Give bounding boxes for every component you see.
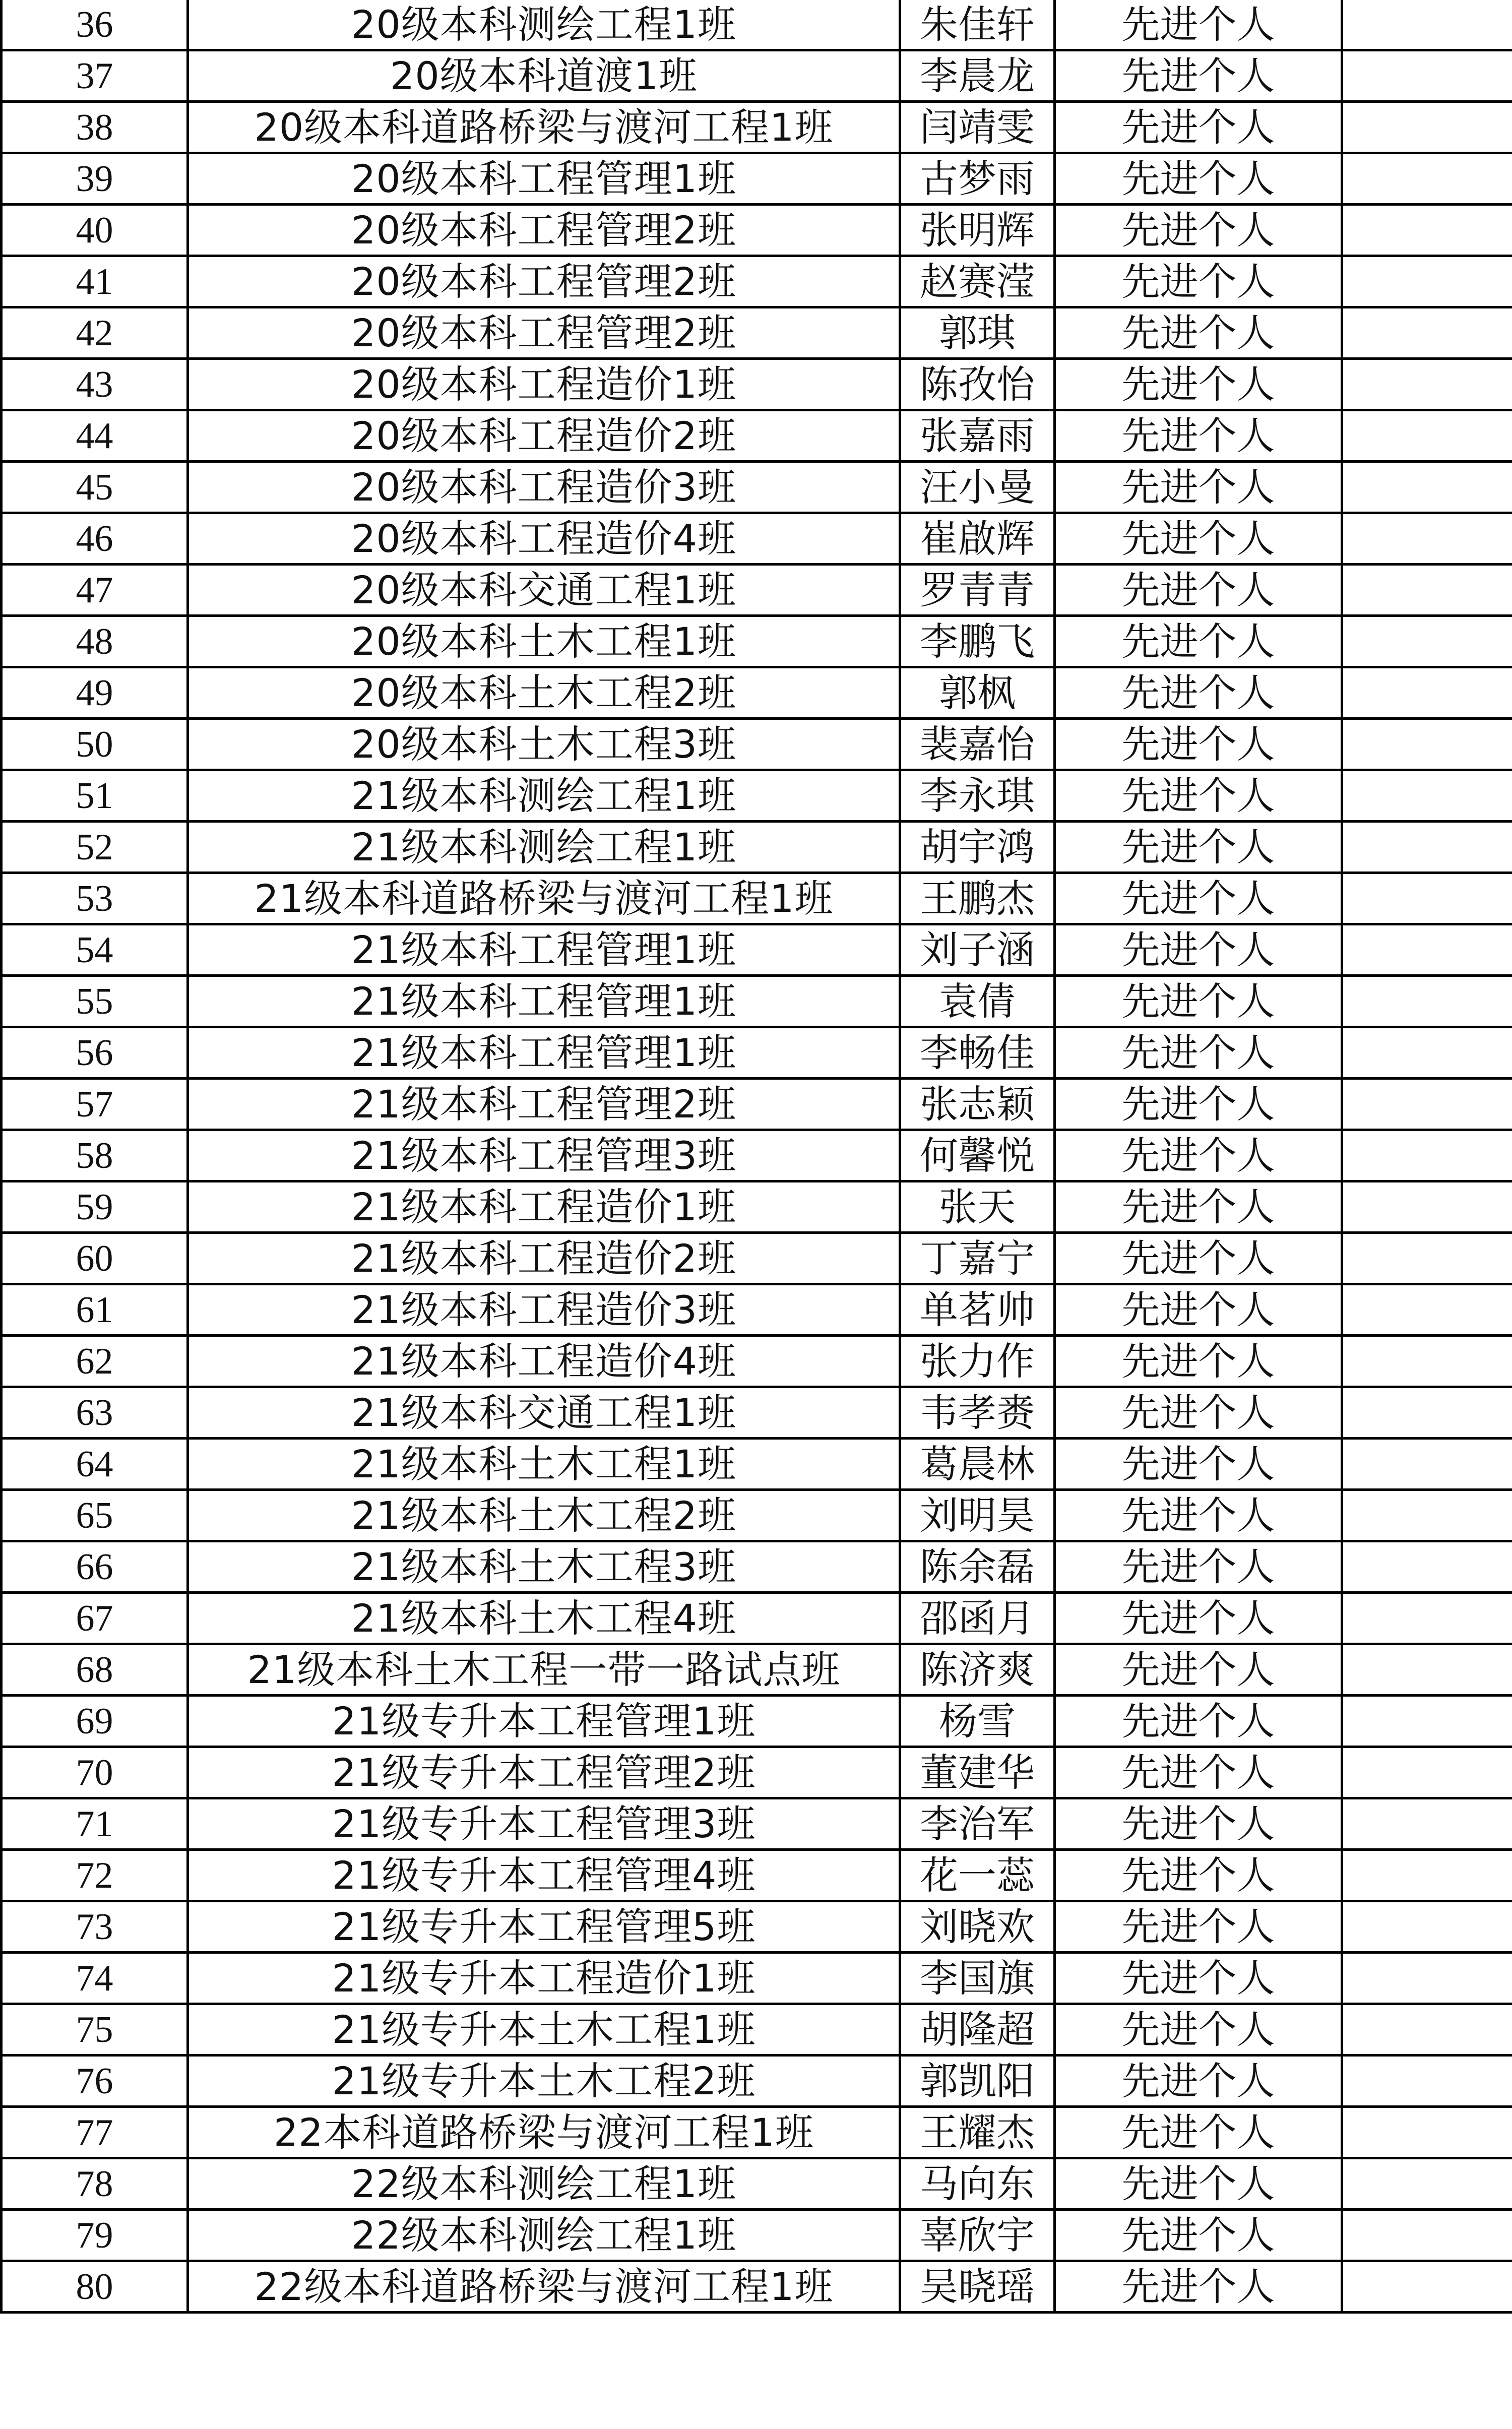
class-name: 20级本科土木工程1班 bbox=[188, 616, 900, 667]
empty-cell bbox=[1342, 770, 1512, 822]
award-title: 先进个人 bbox=[1055, 410, 1342, 462]
award-title: 先进个人 bbox=[1055, 1798, 1342, 1850]
student-name: 李治军 bbox=[900, 1798, 1055, 1850]
award-title: 先进个人 bbox=[1055, 0, 1342, 50]
class-name: 21级本科土木工程3班 bbox=[188, 1541, 900, 1593]
row-number: 44 bbox=[2, 410, 188, 462]
student-name: 崔啟辉 bbox=[900, 513, 1055, 565]
class-name: 21级本科土木工程2班 bbox=[188, 1490, 900, 1541]
student-name: 陈孜怡 bbox=[900, 359, 1055, 410]
empty-cell bbox=[1342, 0, 1512, 50]
student-name: 张力作 bbox=[900, 1336, 1055, 1387]
class-name: 21级本科土木工程4班 bbox=[188, 1593, 900, 1644]
student-name: 郭琪 bbox=[900, 307, 1055, 359]
class-name: 21级本科道路桥梁与渡河工程1班 bbox=[188, 873, 900, 924]
award-title: 先进个人 bbox=[1055, 1490, 1342, 1541]
award-title: 先进个人 bbox=[1055, 770, 1342, 822]
empty-cell bbox=[1342, 102, 1512, 153]
award-title: 先进个人 bbox=[1055, 1439, 1342, 1490]
award-title: 先进个人 bbox=[1055, 1079, 1342, 1130]
row-number: 52 bbox=[2, 822, 188, 873]
award-title: 先进个人 bbox=[1055, 2261, 1342, 2313]
empty-cell bbox=[1342, 513, 1512, 565]
class-name: 20级本科工程造价3班 bbox=[188, 462, 900, 513]
class-name: 20级本科土木工程2班 bbox=[188, 667, 900, 719]
student-name: 王耀杰 bbox=[900, 2107, 1055, 2158]
award-title: 先进个人 bbox=[1055, 616, 1342, 667]
class-name: 21级本科工程造价1班 bbox=[188, 1181, 900, 1233]
award-title: 先进个人 bbox=[1055, 2056, 1342, 2107]
table-row bbox=[2, 1079, 1512, 1130]
award-title: 先进个人 bbox=[1055, 462, 1342, 513]
row-number: 51 bbox=[2, 770, 188, 822]
empty-cell bbox=[1342, 2056, 1512, 2107]
student-name: 张明辉 bbox=[900, 205, 1055, 256]
empty-cell bbox=[1342, 1490, 1512, 1541]
award-title: 先进个人 bbox=[1055, 873, 1342, 924]
empty-cell bbox=[1342, 256, 1512, 307]
student-name: 董建华 bbox=[900, 1747, 1055, 1798]
table-row bbox=[2, 153, 1512, 205]
row-number: 74 bbox=[2, 1953, 188, 2004]
table-row bbox=[2, 205, 1512, 256]
empty-cell bbox=[1342, 205, 1512, 256]
row-number: 62 bbox=[2, 1336, 188, 1387]
empty-cell bbox=[1342, 462, 1512, 513]
award-title: 先进个人 bbox=[1055, 1850, 1342, 1901]
student-name: 杨雪 bbox=[900, 1696, 1055, 1747]
class-name: 21级本科测绘工程1班 bbox=[188, 770, 900, 822]
table-row bbox=[2, 0, 1512, 50]
student-name: 古梦雨 bbox=[900, 153, 1055, 205]
class-name: 21级本科工程造价4班 bbox=[188, 1336, 900, 1387]
empty-cell bbox=[1342, 976, 1512, 1027]
empty-cell bbox=[1342, 1901, 1512, 1953]
student-name: 陈余磊 bbox=[900, 1541, 1055, 1593]
award-title: 先进个人 bbox=[1055, 1284, 1342, 1336]
award-title: 先进个人 bbox=[1055, 1747, 1342, 1798]
row-number: 38 bbox=[2, 102, 188, 153]
class-name: 21级本科工程管理1班 bbox=[188, 1027, 900, 1079]
class-name: 22级本科测绘工程1班 bbox=[188, 2158, 900, 2210]
student-name: 罗青青 bbox=[900, 565, 1055, 616]
class-name: 21级本科工程造价2班 bbox=[188, 1233, 900, 1284]
empty-cell bbox=[1342, 410, 1512, 462]
class-name: 21级专升本工程管理5班 bbox=[188, 1901, 900, 1953]
empty-cell bbox=[1342, 2107, 1512, 2158]
empty-cell bbox=[1342, 822, 1512, 873]
student-name: 朱佳轩 bbox=[900, 0, 1055, 50]
table-row bbox=[2, 565, 1512, 616]
award-title: 先进个人 bbox=[1055, 1644, 1342, 1696]
table-row bbox=[2, 2158, 1512, 2210]
student-name: 张嘉雨 bbox=[900, 410, 1055, 462]
table-row bbox=[2, 359, 1512, 410]
table-row bbox=[2, 1541, 1512, 1593]
empty-cell bbox=[1342, 153, 1512, 205]
table-row bbox=[2, 1644, 1512, 1696]
award-title: 先进个人 bbox=[1055, 2210, 1342, 2261]
student-name: 李鹏飞 bbox=[900, 616, 1055, 667]
row-number: 37 bbox=[2, 50, 188, 102]
empty-cell bbox=[1342, 359, 1512, 410]
table-row bbox=[2, 1593, 1512, 1644]
table-row bbox=[2, 1336, 1512, 1387]
row-number: 69 bbox=[2, 1696, 188, 1747]
row-number: 42 bbox=[2, 307, 188, 359]
award-title: 先进个人 bbox=[1055, 1233, 1342, 1284]
class-name: 21级本科工程造价3班 bbox=[188, 1284, 900, 1336]
empty-cell bbox=[1342, 667, 1512, 719]
award-title: 先进个人 bbox=[1055, 1696, 1342, 1747]
table-row bbox=[2, 1130, 1512, 1181]
student-name: 胡隆超 bbox=[900, 2004, 1055, 2056]
award-title: 先进个人 bbox=[1055, 205, 1342, 256]
empty-cell bbox=[1342, 1541, 1512, 1593]
award-title: 先进个人 bbox=[1055, 102, 1342, 153]
student-name: 何馨悦 bbox=[900, 1130, 1055, 1181]
class-name: 20级本科交通工程1班 bbox=[188, 565, 900, 616]
row-number: 65 bbox=[2, 1490, 188, 1541]
table-row bbox=[2, 873, 1512, 924]
empty-cell bbox=[1342, 1850, 1512, 1901]
table-row bbox=[2, 1181, 1512, 1233]
row-number: 72 bbox=[2, 1850, 188, 1901]
student-name: 郭凯阳 bbox=[900, 2056, 1055, 2107]
table-row bbox=[2, 2107, 1512, 2158]
award-title: 先进个人 bbox=[1055, 719, 1342, 770]
table-row bbox=[2, 2056, 1512, 2107]
empty-cell bbox=[1342, 873, 1512, 924]
empty-cell bbox=[1342, 307, 1512, 359]
row-number: 45 bbox=[2, 462, 188, 513]
empty-cell bbox=[1342, 1027, 1512, 1079]
student-name: 刘明昊 bbox=[900, 1490, 1055, 1541]
empty-cell bbox=[1342, 1747, 1512, 1798]
class-name: 20级本科工程造价1班 bbox=[188, 359, 900, 410]
row-number: 53 bbox=[2, 873, 188, 924]
class-name: 21级本科工程管理1班 bbox=[188, 924, 900, 976]
student-name: 张志颖 bbox=[900, 1079, 1055, 1130]
student-name: 花一蕊 bbox=[900, 1850, 1055, 1901]
award-title: 先进个人 bbox=[1055, 924, 1342, 976]
row-number: 61 bbox=[2, 1284, 188, 1336]
row-number: 54 bbox=[2, 924, 188, 976]
student-name: 闫靖雯 bbox=[900, 102, 1055, 153]
table-row bbox=[2, 1284, 1512, 1336]
table-row bbox=[2, 50, 1512, 102]
student-name: 赵赛滢 bbox=[900, 256, 1055, 307]
row-number: 49 bbox=[2, 667, 188, 719]
empty-cell bbox=[1342, 1079, 1512, 1130]
row-number: 59 bbox=[2, 1181, 188, 1233]
table-row bbox=[2, 667, 1512, 719]
table-row bbox=[2, 2261, 1512, 2313]
class-name: 22级本科测绘工程1班 bbox=[188, 2210, 900, 2261]
empty-cell bbox=[1342, 1696, 1512, 1747]
row-number: 36 bbox=[2, 0, 188, 50]
table-row bbox=[2, 410, 1512, 462]
empty-cell bbox=[1342, 2158, 1512, 2210]
empty-cell bbox=[1342, 1387, 1512, 1439]
empty-cell bbox=[1342, 1593, 1512, 1644]
student-name: 李国旗 bbox=[900, 1953, 1055, 2004]
award-roster-body bbox=[2, 0, 1512, 2313]
class-name: 20级本科工程管理2班 bbox=[188, 205, 900, 256]
award-title: 先进个人 bbox=[1055, 307, 1342, 359]
class-name: 21级专升本工程造价1班 bbox=[188, 1953, 900, 2004]
student-name: 裴嘉怡 bbox=[900, 719, 1055, 770]
table-row bbox=[2, 1901, 1512, 1953]
empty-cell bbox=[1342, 565, 1512, 616]
award-title: 先进个人 bbox=[1055, 822, 1342, 873]
class-name: 20级本科工程造价4班 bbox=[188, 513, 900, 565]
empty-cell bbox=[1342, 1953, 1512, 2004]
award-title: 先进个人 bbox=[1055, 513, 1342, 565]
empty-cell bbox=[1342, 1798, 1512, 1850]
row-number: 79 bbox=[2, 2210, 188, 2261]
row-number: 67 bbox=[2, 1593, 188, 1644]
table-row bbox=[2, 1439, 1512, 1490]
student-name: 韦孝赉 bbox=[900, 1387, 1055, 1439]
class-name: 21级本科工程管理1班 bbox=[188, 976, 900, 1027]
row-number: 63 bbox=[2, 1387, 188, 1439]
table-row bbox=[2, 770, 1512, 822]
award-title: 先进个人 bbox=[1055, 153, 1342, 205]
empty-cell bbox=[1342, 1181, 1512, 1233]
empty-cell bbox=[1342, 1439, 1512, 1490]
table-row bbox=[2, 1387, 1512, 1439]
table-row bbox=[2, 1798, 1512, 1850]
empty-cell bbox=[1342, 1644, 1512, 1696]
empty-cell bbox=[1342, 1284, 1512, 1336]
row-number: 43 bbox=[2, 359, 188, 410]
class-name: 22本科道路桥梁与渡河工程1班 bbox=[188, 2107, 900, 2158]
award-title: 先进个人 bbox=[1055, 2107, 1342, 2158]
award-title: 先进个人 bbox=[1055, 1593, 1342, 1644]
student-name: 单茗帅 bbox=[900, 1284, 1055, 1336]
row-number: 68 bbox=[2, 1644, 188, 1696]
table-row bbox=[2, 256, 1512, 307]
row-number: 77 bbox=[2, 2107, 188, 2158]
row-number: 66 bbox=[2, 1541, 188, 1593]
award-title: 先进个人 bbox=[1055, 2004, 1342, 2056]
row-number: 76 bbox=[2, 2056, 188, 2107]
table-row bbox=[2, 976, 1512, 1027]
row-number: 71 bbox=[2, 1798, 188, 1850]
row-number: 60 bbox=[2, 1233, 188, 1284]
table-row bbox=[2, 462, 1512, 513]
table-row bbox=[2, 1027, 1512, 1079]
empty-cell bbox=[1342, 616, 1512, 667]
student-name: 马向东 bbox=[900, 2158, 1055, 2210]
table-row bbox=[2, 513, 1512, 565]
row-number: 40 bbox=[2, 205, 188, 256]
award-title: 先进个人 bbox=[1055, 976, 1342, 1027]
table-row bbox=[2, 1747, 1512, 1798]
student-name: 陈济爽 bbox=[900, 1644, 1055, 1696]
row-number: 80 bbox=[2, 2261, 188, 2313]
class-name: 20级本科工程管理1班 bbox=[188, 153, 900, 205]
class-name: 20级本科道路桥梁与渡河工程1班 bbox=[188, 102, 900, 153]
table-row bbox=[2, 1850, 1512, 1901]
class-name: 21级专升本工程管理4班 bbox=[188, 1850, 900, 1901]
award-title: 先进个人 bbox=[1055, 1953, 1342, 2004]
student-name: 李晨龙 bbox=[900, 50, 1055, 102]
empty-cell bbox=[1342, 1336, 1512, 1387]
class-name: 21级本科工程管理2班 bbox=[188, 1079, 900, 1130]
empty-cell bbox=[1342, 1130, 1512, 1181]
award-title: 先进个人 bbox=[1055, 1181, 1342, 1233]
row-number: 55 bbox=[2, 976, 188, 1027]
row-number: 58 bbox=[2, 1130, 188, 1181]
table-row bbox=[2, 1696, 1512, 1747]
student-name: 葛晨林 bbox=[900, 1439, 1055, 1490]
table-row bbox=[2, 719, 1512, 770]
student-name: 李永琪 bbox=[900, 770, 1055, 822]
student-name: 邵函月 bbox=[900, 1593, 1055, 1644]
empty-cell bbox=[1342, 2210, 1512, 2261]
class-name: 22级本科道路桥梁与渡河工程1班 bbox=[188, 2261, 900, 2313]
row-number: 75 bbox=[2, 2004, 188, 2056]
class-name: 20级本科道渡1班 bbox=[188, 50, 900, 102]
student-name: 刘晓欢 bbox=[900, 1901, 1055, 1953]
row-number: 50 bbox=[2, 719, 188, 770]
class-name: 21级专升本土木工程1班 bbox=[188, 2004, 900, 2056]
class-name: 21级专升本工程管理3班 bbox=[188, 1798, 900, 1850]
class-name: 20级本科测绘工程1班 bbox=[188, 0, 900, 50]
student-name: 吴晓瑶 bbox=[900, 2261, 1055, 2313]
table-row bbox=[2, 1490, 1512, 1541]
class-name: 21级本科测绘工程1班 bbox=[188, 822, 900, 873]
award-title: 先进个人 bbox=[1055, 1130, 1342, 1181]
class-name: 21级本科土木工程1班 bbox=[188, 1439, 900, 1490]
table-row bbox=[2, 102, 1512, 153]
class-name: 21级专升本工程管理2班 bbox=[188, 1747, 900, 1798]
award-title: 先进个人 bbox=[1055, 1387, 1342, 1439]
student-name: 郭枫 bbox=[900, 667, 1055, 719]
class-name: 21级本科交通工程1班 bbox=[188, 1387, 900, 1439]
student-name: 张天 bbox=[900, 1181, 1055, 1233]
row-number: 64 bbox=[2, 1439, 188, 1490]
class-name: 21级本科土木工程一带一路试点班 bbox=[188, 1644, 900, 1696]
award-title: 先进个人 bbox=[1055, 2158, 1342, 2210]
student-name: 王鹏杰 bbox=[900, 873, 1055, 924]
empty-cell bbox=[1342, 719, 1512, 770]
table-row bbox=[2, 822, 1512, 873]
award-title: 先进个人 bbox=[1055, 1901, 1342, 1953]
award-title: 先进个人 bbox=[1055, 1336, 1342, 1387]
award-title: 先进个人 bbox=[1055, 667, 1342, 719]
empty-cell bbox=[1342, 924, 1512, 976]
table-row bbox=[2, 1953, 1512, 2004]
empty-cell bbox=[1342, 2261, 1512, 2313]
class-name: 20级本科工程管理2班 bbox=[188, 307, 900, 359]
class-name: 20级本科土木工程3班 bbox=[188, 719, 900, 770]
student-name: 汪小曼 bbox=[900, 462, 1055, 513]
table-row bbox=[2, 2210, 1512, 2261]
row-number: 78 bbox=[2, 2158, 188, 2210]
row-number: 70 bbox=[2, 1747, 188, 1798]
table-row bbox=[2, 2004, 1512, 2056]
row-number: 56 bbox=[2, 1027, 188, 1079]
row-number: 48 bbox=[2, 616, 188, 667]
empty-cell bbox=[1342, 1233, 1512, 1284]
row-number: 47 bbox=[2, 565, 188, 616]
class-name: 20级本科工程造价2班 bbox=[188, 410, 900, 462]
empty-cell bbox=[1342, 50, 1512, 102]
student-name: 辜欣宇 bbox=[900, 2210, 1055, 2261]
student-name: 袁倩 bbox=[900, 976, 1055, 1027]
row-number: 41 bbox=[2, 256, 188, 307]
table-row bbox=[2, 307, 1512, 359]
table-row bbox=[2, 924, 1512, 976]
table-row bbox=[2, 616, 1512, 667]
row-number: 46 bbox=[2, 513, 188, 565]
class-name: 21级专升本工程管理1班 bbox=[188, 1696, 900, 1747]
student-name: 刘子涵 bbox=[900, 924, 1055, 976]
student-name: 胡宇鸿 bbox=[900, 822, 1055, 873]
award-title: 先进个人 bbox=[1055, 256, 1342, 307]
award-title: 先进个人 bbox=[1055, 359, 1342, 410]
student-name: 李畅佳 bbox=[900, 1027, 1055, 1079]
empty-cell bbox=[1342, 2004, 1512, 2056]
row-number: 73 bbox=[2, 1901, 188, 1953]
class-name: 21级本科工程管理3班 bbox=[188, 1130, 900, 1181]
row-number: 57 bbox=[2, 1079, 188, 1130]
award-title: 先进个人 bbox=[1055, 50, 1342, 102]
table-row bbox=[2, 1233, 1512, 1284]
row-number: 39 bbox=[2, 153, 188, 205]
award-title: 先进个人 bbox=[1055, 565, 1342, 616]
student-name: 丁嘉宁 bbox=[900, 1233, 1055, 1284]
class-name: 20级本科工程管理2班 bbox=[188, 256, 900, 307]
award-title: 先进个人 bbox=[1055, 1541, 1342, 1593]
award-title: 先进个人 bbox=[1055, 1027, 1342, 1079]
class-name: 21级专升本土木工程2班 bbox=[188, 2056, 900, 2107]
